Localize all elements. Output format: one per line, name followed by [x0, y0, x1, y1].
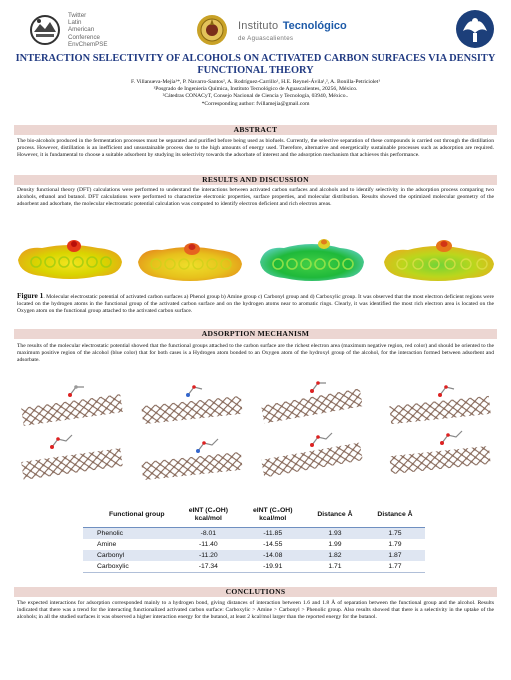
institute-name-3: de Aguascalientes: [238, 35, 294, 42]
table-header: Distance Å: [377, 510, 413, 518]
table-cell: Carboxylic: [97, 563, 129, 570]
table-header: eINT (C₄OH) kcal/mol: [252, 506, 293, 522]
corresponding-author: *Corresponding author: fvillamejia@gmail.com: [201, 100, 310, 107]
conclusions-heading: CONCLUTIONS: [14, 587, 497, 597]
table-cell: -14.08: [241, 550, 305, 561]
institute-name: [238, 16, 347, 42]
table-row: [83, 561, 425, 573]
table-cell: 1.79: [388, 541, 402, 548]
structure-carboxylic-butanol: [389, 431, 490, 474]
table-cell: -19.91: [263, 563, 283, 570]
table-header: eINT (C₂OH) kcal/mol: [188, 506, 228, 522]
results-text: Density functional theory (DFT) calculations were performed to understand the interactions between activated carbon surfaces and alcohols and to identify selectivity in the adsorption process comparing two alcohols, ethanol and butanol. DFT calculations were performed to characterize electronic properties, surface properties, and molecular distribution. Results showed the optimized molecular geometry of the adsorbent and adsorbate, the molecular electrostatic potential calculation was computed to identify electron deficient and rich electron areas.: [17, 187, 494, 207]
figure-caption-text: . Molecular electrostatic potential of activated carbon surfaces a) Phenol group b) Amine group c) Carbonyl group and d) Carboxylic group. It was observed that the most electron deficient regions were located on the hydrogen atoms in the functional group of the activated carbon surface and on the hydrogen atoms near to aromatic rings. Clearly, it was identified the most rich electron area is located on the Oxygen atom on the functional group attached to the activated carbon surface.: [17, 294, 495, 314]
table-row: [83, 528, 425, 540]
mep-phenol-image: [12, 232, 128, 288]
adsorption-structures: [12, 373, 500, 491]
table-cell: Phenolic: [83, 528, 176, 540]
table-row: [83, 539, 425, 550]
affiliation-2: ²Cátedras CONACyT, Consejo Nacional de Ciencia y Tecnología, 03940, México..: [162, 93, 349, 100]
table-header: Functional group: [109, 510, 165, 518]
table-cell: -11.40: [198, 541, 218, 548]
abstract-heading: ABSTRACT: [14, 125, 497, 135]
structure-phenol-butanol: [21, 435, 123, 480]
table-header-row: [83, 502, 425, 528]
adsorption-structures-image: [12, 373, 500, 491]
conference-line: Latin: [68, 19, 82, 27]
mechanism-heading: ADSORPTION MECHANISM: [14, 329, 497, 339]
conference-logo-icon: [26, 12, 64, 48]
table-header: Distance Å: [317, 510, 353, 518]
conference-line: Conference: [68, 33, 100, 41]
mechanism-text: The results of the molecular electrostatic potential showed that the functional groups attached to the carbon surface are the richest electron area (maximum negative region, red color) and should be oriented to the maximum positive region of the alcohol (blue color) that for both cases is a Hydrogen atom bonded to an Oxygen atom of the hydroxyl group of the alcohol, for the interaction formed between adsorbent and adsorbate.: [17, 343, 494, 363]
table-row: [83, 550, 425, 561]
conclusions-text: The expected interactions for adsorption corresponded mainly to a hydrogen bond, giving distances of interaction between 1.6 and 1.8 Å of separation between the functional group and the alcohol. Results indicated that there was a trend for the interacting functionalized activated carbon surface: Carboxylic > Amine > Carbonyl > Phenolic group. Also results showed that there is a selectivity in the uptake of the alcohols; in all the studied surfaces it was observed a higher interaction energy for the butanol, at least 2 kcal/mol larger than the reported energy for the butanol.: [17, 600, 494, 620]
structure-phenol-ethanol: [21, 385, 123, 426]
table-cell: Amine: [97, 541, 117, 548]
figure-label: Figure 1: [17, 291, 44, 300]
table-cell: -11.20: [176, 550, 240, 561]
author-block: [10, 79, 501, 108]
table-cell: 1.93: [305, 528, 365, 540]
table-cell: Carbonyl: [83, 550, 176, 561]
structure-amine-butanol: [141, 439, 242, 480]
structure-carbonyl-ethanol: [261, 381, 363, 423]
institute-name-1: Instituto: [238, 20, 279, 32]
conference-line: EnvChemPSE: [68, 40, 108, 48]
table-cell: 1.75: [365, 528, 425, 540]
mep-amine-image: [132, 232, 248, 288]
abstract-text: The bio-alcohols produced in the fermentation processes must be separated and purified before being used as biofuels. Currently, the selective separation of these compounds is carried out through the distillation process. However, distillation is an inefficient and unsustainable process due to the high amounts of energy used. Therefore, alternative and energetically sustainable processes such as adsorption are required. However, it is fundamental to choose a suitable adsorbent by studying its selectivity towards the adsorbate of interest and the adsorption mechanism that achieves this performance.: [17, 138, 494, 158]
affiliation-1: ¹Posgrado de Ingeniería Química, Instituto Tecnológico de Aguascalientes, 20256, México.: [153, 86, 358, 93]
institute-name-2: Tecnológico: [282, 20, 347, 32]
table-cell: -17.34: [198, 563, 218, 570]
results-heading: RESULTS AND DISCUSSION: [14, 175, 497, 185]
table-cell: 1.99: [328, 541, 342, 548]
mep-figure-row: [12, 232, 500, 288]
conference-line: Twitter: [68, 12, 87, 19]
structure-carboxylic-ethanol: [389, 385, 490, 424]
conference-line: American: [68, 26, 95, 34]
table-cell: 1.82: [305, 550, 365, 561]
table-cell: -8.01: [176, 528, 240, 540]
conference-name: [68, 12, 108, 48]
structure-carbonyl-butanol: [261, 433, 363, 478]
tecnm-eagle-logo-icon: [455, 9, 495, 49]
paper-title: INTERACTION SELECTIVITY OF ALCOHOLS ON ACTIVATED CARBON SURFACES VIA DENSITY FUNCTIONAL THEORY: [15, 53, 496, 76]
author-list: F. Villanueva-Mejía¹*, P. Navarro-Santos², A. Rodríguez-Carrillo¹, H.E. Reynel-Ávila¹,², A. Bonilla-Petriciolet¹: [130, 79, 381, 85]
institute-seal-icon: [196, 14, 228, 46]
figure-caption: [17, 293, 494, 315]
table-cell: -14.55: [263, 541, 283, 548]
mep-carbonyl-image: [254, 232, 370, 288]
table-cell: 1.71: [328, 563, 342, 570]
interaction-energy-table: [83, 502, 425, 573]
structure-amine-ethanol: [141, 385, 242, 424]
mep-carboxylic-image: [378, 232, 500, 288]
table-cell: 1.87: [365, 550, 425, 561]
table-cell: -11.85: [241, 528, 305, 540]
table-cell: 1.77: [388, 563, 402, 570]
header: [0, 6, 511, 50]
